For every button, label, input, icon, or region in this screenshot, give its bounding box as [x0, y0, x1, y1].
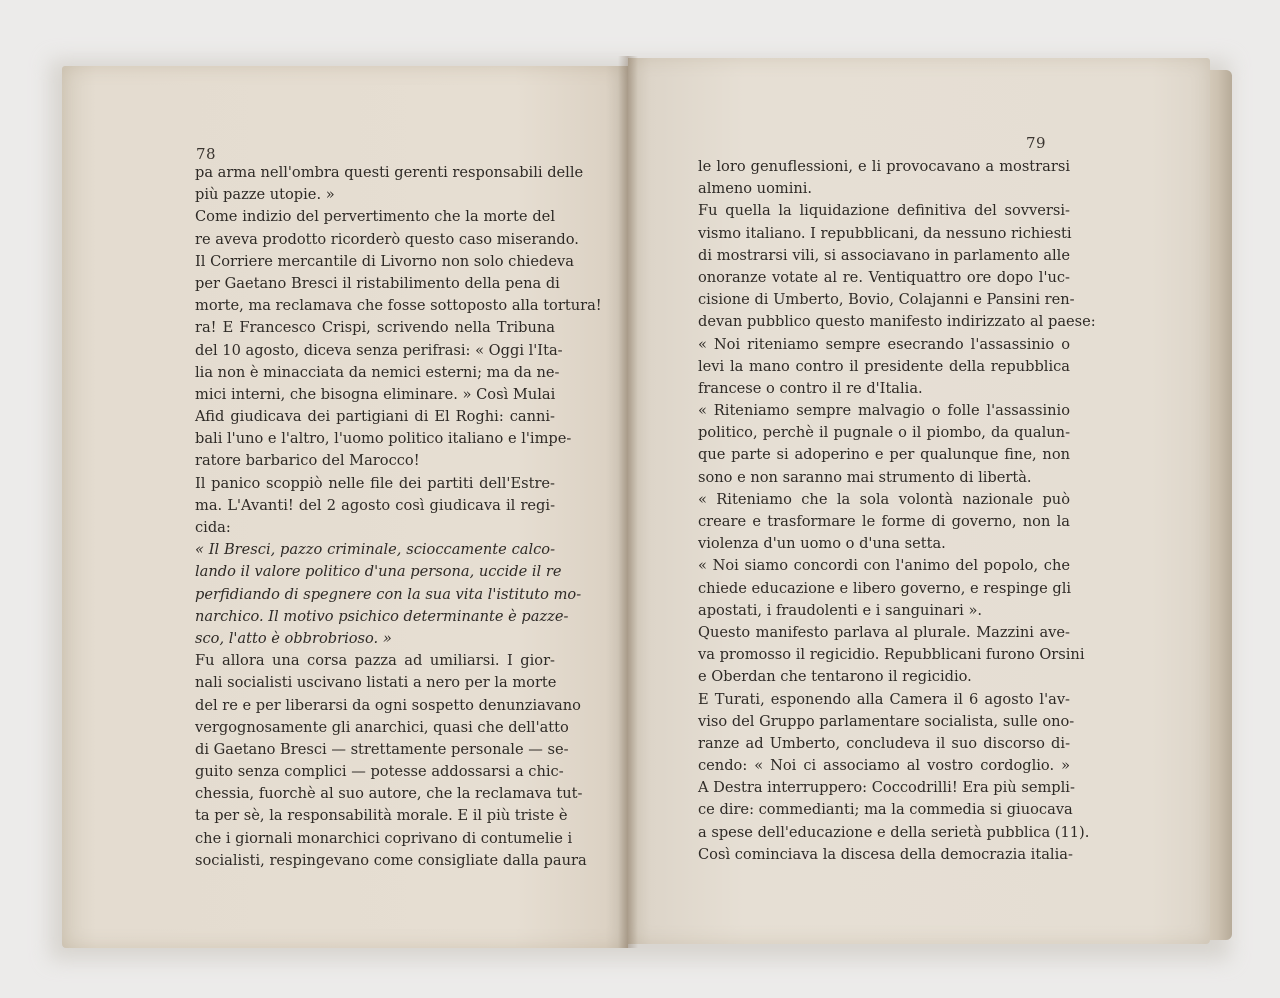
text-line: sco, l'atto è obbrobrioso. »: [195, 629, 392, 647]
text-line: apostati, i fraudolenti e i sanguinari ».: [698, 601, 983, 619]
text-line: morte, ma reclamava che fosse sottoposto alla tortura!: [195, 297, 602, 315]
text-line: « Riteniamo sempre malvagio o folle l'assassinio: [698, 402, 1070, 420]
left-page: [62, 66, 628, 948]
text-line: che i giornali monarchici coprivano di contumelie i: [195, 829, 573, 847]
text-line: pa arma nell'ombra questi gerenti responsabili delle: [195, 164, 584, 181]
text-line: a spese dell'educazione e della serietà pubblica (11).: [698, 823, 1090, 841]
text-line: ta per sè, la responsabilità morale. E il più triste è: [195, 807, 568, 825]
text-line: onoranze votate al re. Ventiquattro ore dopo l'uc-: [698, 268, 1070, 286]
text-line: ce dire: commedianti; ma la commedia si giuocava: [698, 801, 1073, 819]
text-line: lia non è minacciata da nemici esterni; ma da ne-: [195, 363, 560, 381]
book-gutter: [618, 56, 638, 948]
text-line: perfidiando di spegnere con la sua vita l'istituto mo-: [195, 585, 582, 603]
text-line: di mostrarsi vili, si associavano in parlamento alle: [698, 246, 1070, 264]
text-line: ranze ad Umberto, concludeva il suo discorso di-: [698, 734, 1070, 752]
text-line: ma. L'Avanti! del 2 agosto così giudicava il regi-: [195, 496, 555, 514]
page-number: 78: [196, 145, 217, 163]
text-line: que parte si adoperino e per qualunque fine, non: [698, 446, 1070, 464]
text-line: per Gaetano Bresci il ristabilimento della pena di: [195, 274, 560, 292]
text-line: devan pubblico questo manifesto indirizzato al paese:: [698, 313, 1096, 331]
text-line: almeno uomini.: [698, 180, 813, 198]
text-line: « Riteniamo che la sola volontà nazionale può: [698, 490, 1070, 508]
text-line: chiede educazione e libero governo, e respinge gli: [698, 579, 1072, 597]
text-line: va promosso il regicidio. Repubblicani furono Orsini: [698, 646, 1085, 664]
text-line: nali socialisti uscivano listati a nero per la morte: [195, 674, 557, 692]
text-line: lando il valore politico d'una persona, uccide il re: [195, 563, 562, 581]
text-line: Fu quella la liquidazione definitiva del sovversi-: [698, 202, 1070, 220]
text-line: chessia, fuorchè al suo autore, che la reclamava tut-: [195, 785, 583, 803]
text-line: Il Corriere mercantile di Livorno non solo chiedeva: [195, 252, 574, 270]
text-line: del 10 agosto, diceva senza perifrasi: « Oggi l'Ita-: [195, 341, 563, 359]
text-line: socialisti, respingevano come consigliate dalla paura: [195, 851, 587, 869]
right-page-text: [698, 156, 1096, 866]
text-line: Così cominciava la discesa della democrazia italia-: [698, 845, 1073, 863]
text-line: cida:: [195, 519, 231, 536]
text-line: cendo: « Noi ci associamo al vostro cordoglio. »: [698, 757, 1070, 775]
text-line: narchico. Il motivo psichico determinante è pazze-: [195, 607, 569, 625]
text-line: ratore barbarico del Marocco!: [195, 452, 420, 470]
text-line: « Il Bresci, pazzo criminale, scioccamente calco-: [195, 541, 555, 559]
text-line: levi la mano contro il presidente della repubblica: [698, 357, 1070, 375]
text-line: Come indizio del pervertimento che la morte del: [195, 208, 555, 226]
text-line: re aveva prodotto ricorderò questo caso miserando.: [195, 230, 579, 248]
text-line: e Oberdan che tentarono il regicidio.: [698, 668, 972, 686]
text-line: ra! E Francesco Crispi, scrivendo nella Tribuna: [195, 319, 555, 337]
text-line: Il panico scoppiò nelle file dei partiti dell'Estre-: [195, 474, 555, 492]
text-line: francese o contro il re d'Italia.: [698, 379, 923, 397]
text-line: mici interni, che bisogna eliminare. » Così Mulai: [195, 385, 556, 403]
text-line: creare e trasformare le forme di governo, non la: [698, 513, 1070, 530]
text-line: di Gaetano Bresci — strettamente personale — se-: [195, 740, 569, 758]
text-line: bali l'uno e l'altro, l'uomo politico italiano e l'impe-: [195, 430, 572, 448]
left-page-text: [195, 162, 602, 872]
text-line: del re e per liberarsi da ogni sospetto denunziavano: [195, 696, 581, 714]
text-line: sono e non saranno mai strumento di libertà.: [698, 468, 1032, 486]
page-number: 79: [1026, 134, 1047, 152]
text-line: le loro genuflessioni, e li provocavano a mostrarsi: [698, 158, 1070, 175]
text-line: Questo manifesto parlava al plurale. Mazzini ave-: [698, 623, 1070, 641]
text-line: Afid giudicava dei partigiani di El Roghi: canni-: [195, 408, 555, 426]
text-line: vismo italiano. I repubblicani, da nessuno richiesti: [698, 224, 1072, 242]
text-line: violenza d'un uomo o d'una setta.: [698, 535, 946, 553]
text-line: Fu allora una corsa pazza ad umiliarsi. I gior-: [195, 652, 555, 670]
text-line: cisione di Umberto, Bovio, Colajanni e Pansini ren-: [698, 291, 1075, 309]
text-line: più pazze utopie. »: [195, 186, 335, 204]
text-line: guito senza complici — potesse addossarsi a chic-: [195, 763, 564, 781]
text-line: A Destra interruppero: Coccodrilli! Era più sempli-: [698, 779, 1075, 797]
right-page: [628, 58, 1210, 944]
text-line: politico, perchè il pugnale o il piombo, da qualun-: [698, 424, 1070, 442]
text-line: E Turati, esponendo alla Camera il 6 agosto l'av-: [698, 690, 1070, 708]
text-line: viso del Gruppo parlamentare socialista, sulle ono-: [698, 712, 1075, 730]
text-line: « Noi siamo concordi con l'animo del popolo, che: [698, 557, 1070, 575]
text-line: vergognosamente gli anarchici, quasi che dell'atto: [195, 718, 569, 736]
text-line: « Noi riteniamo sempre esecrando l'assassinio o: [698, 335, 1070, 353]
